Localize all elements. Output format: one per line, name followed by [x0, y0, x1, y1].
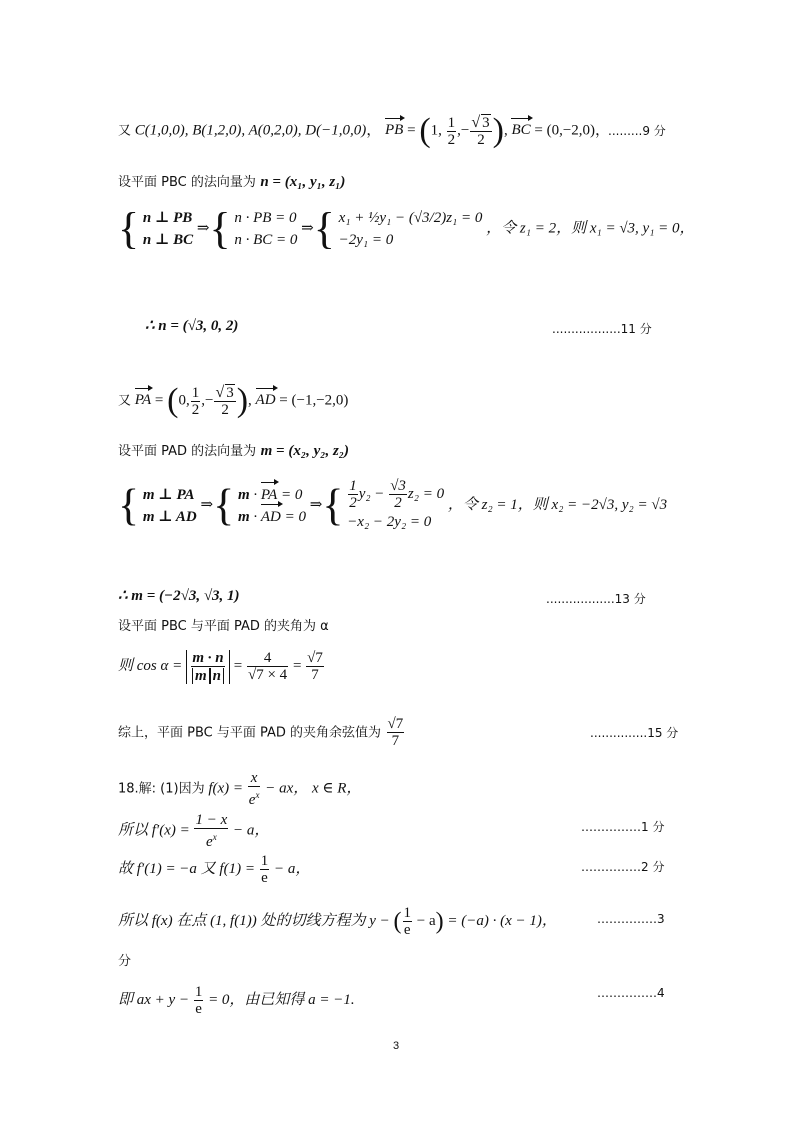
- line-system-m: { m ⊥ PA m ⊥ AD ⇒{ m · PA = 0 m · AD = 0 ⇒{ $\frac{1}{2}$ y₂ − $\frac{√3}{2}$ z₂ = 0 −x₂ − 2y₂ = 0 ，令 z₂ = 1，则 x₂ = −2√3, y₂ = √3: [118, 478, 667, 533]
- line-pa-ad: 又 PA = (0, $\frac{1}{2}$ ,− $\frac{√ 3}{2}$ ), AD = (−1,−2,0): [118, 382, 349, 419]
- deriv-tail: − a，: [233, 822, 270, 839]
- frac-4: $\frac{4}{√7 \times 4}$: [247, 650, 288, 684]
- conclusion-text: 综上，平面 PBC 与平面 PAD 的夹角余弦值为: [118, 725, 382, 741]
- system-perp-m: m ⊥ PA m ⊥ AD: [142, 486, 197, 525]
- score-4: ……………4: [597, 986, 665, 1000]
- ad-value: = (−1,−2,0): [279, 392, 349, 409]
- line-conclusion: [118, 716, 405, 749]
- result-m: ∴ m = (−2√3, √3, 1): [118, 588, 240, 604]
- frac-half: $\frac{1}{2}$: [447, 114, 456, 148]
- cos-lead: 则 cos α =: [118, 658, 183, 675]
- vector-pa: PA: [134, 392, 152, 409]
- line-normal-n: [118, 172, 345, 193]
- line-final: 即 ax + y − $\frac{1}{e}$ = 0，由已知得 a = −1.: [118, 984, 355, 1017]
- score-15: ...............15 分: [590, 726, 679, 740]
- line-derivative: 所以 f′(x) = $\frac{1 - x}{e^x}$ − a，: [118, 812, 270, 850]
- line-system-n: { n ⊥ PB n ⊥ BC ⇒{ n · PB = 0 n · BC = 0 ⇒{ x₁ + ½y₁ − (√3/2)z₁ = 0 −2y₁ = 0 ，令 z₁ = 2，则 x₁ = √3, y₁ = 0，: [118, 204, 695, 253]
- score-3: ……………3: [597, 912, 665, 926]
- solution-m: ，令 z₂ = 1，则 x₂ = −2√3, y₂ = √3: [447, 496, 668, 513]
- line-tangent: 所以 f(x) 在点 (1, f(1)) 处的切线方程为 y − ( $\frac{1}{e}$ − a) = (−a) · (x − 1)，: [118, 905, 557, 938]
- final-tail: = 0，由已知得 a = −1.: [208, 991, 355, 1008]
- f1-tail: − a，: [273, 860, 311, 877]
- score-1: ……………1 分: [581, 820, 665, 834]
- text-normal-pad: 设平面 PAD 的法向量为: [118, 444, 257, 459]
- bc-value: = (0,−2,0)，: [534, 122, 611, 139]
- frac-sqrt3-half: $\frac{√ 3}{2}$: [471, 114, 490, 148]
- tangent-lead: 所以 f(x) 在点 (1, f(1)) 处的切线方程为 y −: [118, 912, 390, 929]
- line-cos: 则 cos α = $\frac{m \cdot n}{\text{m n}}$ = $\frac{4}{√7 \times 4}$ = $\frac{√7}{7}$: [118, 650, 323, 684]
- deriv-lead: 所以 f′(x) =: [118, 822, 190, 839]
- line-n-result: [145, 316, 238, 336]
- system-dot-n: n · PB = 0 n · BC = 0: [234, 210, 298, 248]
- text-you-2: 又: [118, 393, 132, 409]
- pb-x: 1,: [430, 122, 442, 139]
- line-points-vectors: 又 C(1,0,0), B(1,2,0), A(0,2,0), D(−1,0,0)， PB = (1, $\frac{1}{2}$ ,− $\frac{√ 3}{2}$ ), BC = (0,−2,0)，: [118, 112, 611, 149]
- text-you: 又: [118, 123, 132, 139]
- vector-m-def: m = (x₂, y₂, z₂): [260, 443, 350, 459]
- final-lead: 即 ax + y −: [118, 991, 190, 1008]
- text-normal-pbc: 设平面 PBC 的法向量为: [118, 175, 256, 190]
- solution-n: ，令 z₁ = 2，则 x₁ = √3, y₁ = 0，: [486, 220, 695, 237]
- q18-lead: 18.解: (1)因为: [118, 781, 205, 797]
- line-normal-m: [118, 441, 349, 462]
- vector-pb: PB: [385, 122, 404, 139]
- q18-tail: − ax， x ∈ R，: [265, 780, 362, 797]
- system-perp-n: n ⊥ PB n ⊥ BC: [142, 210, 194, 248]
- frac-sqrt7-7: $\frac{√7}{7}$: [307, 650, 323, 684]
- line-q18: 18.解: (1)因为 f(x) = $\frac{x}{e^x}$ − ax， x ∈ R，: [118, 770, 362, 808]
- f1-lead: 故 f′(1) = −a 又 f(1) =: [118, 860, 255, 877]
- score-13: ..................13 分: [546, 592, 646, 606]
- system-eq-m: $\frac{1}{2}$ y₂ − $\frac{√3}{2}$ z₂ = 0 −x₂ − 2y₂ = 0: [347, 478, 445, 530]
- frac-answer: $\frac{√7}{7}$: [387, 716, 404, 749]
- result-n: ∴ n = (√3, 0, 2): [145, 318, 239, 334]
- points-coordinates: C(1,0,0), B(1,2,0), A(0,2,0), D(−1,0,0): [134, 122, 367, 139]
- system-eq-n: x₁ + ½y₁ − (√3/2)z₁ = 0 −2y₁ = 0: [338, 210, 483, 248]
- line-angle: 设平面 PBC 与平面 PAD 的夹角为 α: [118, 619, 329, 634]
- line-m-result: [118, 586, 240, 606]
- score-11: ..................11 分: [552, 322, 652, 336]
- system-dot-m: m · PA = 0 m · AD = 0: [238, 484, 306, 528]
- vector-ad: AD: [255, 392, 276, 409]
- page-number: 3: [393, 1040, 400, 1052]
- score-2: ……………2 分: [581, 860, 665, 874]
- line-fen: 分: [118, 954, 132, 969]
- abs-fraction: $\frac{m \cdot n}{\text{m n}}$: [186, 650, 230, 684]
- vector-n-def: n = (x₁, y₁, z₁): [260, 174, 346, 190]
- line-f1: 故 f′(1) = −a 又 f(1) = $\frac{1}{e}$ − a，: [118, 853, 311, 886]
- tangent-tail: = (−a) · (x − 1)，: [447, 912, 557, 929]
- score-9: .........9 分: [608, 124, 666, 138]
- vector-bc: BC: [511, 122, 531, 139]
